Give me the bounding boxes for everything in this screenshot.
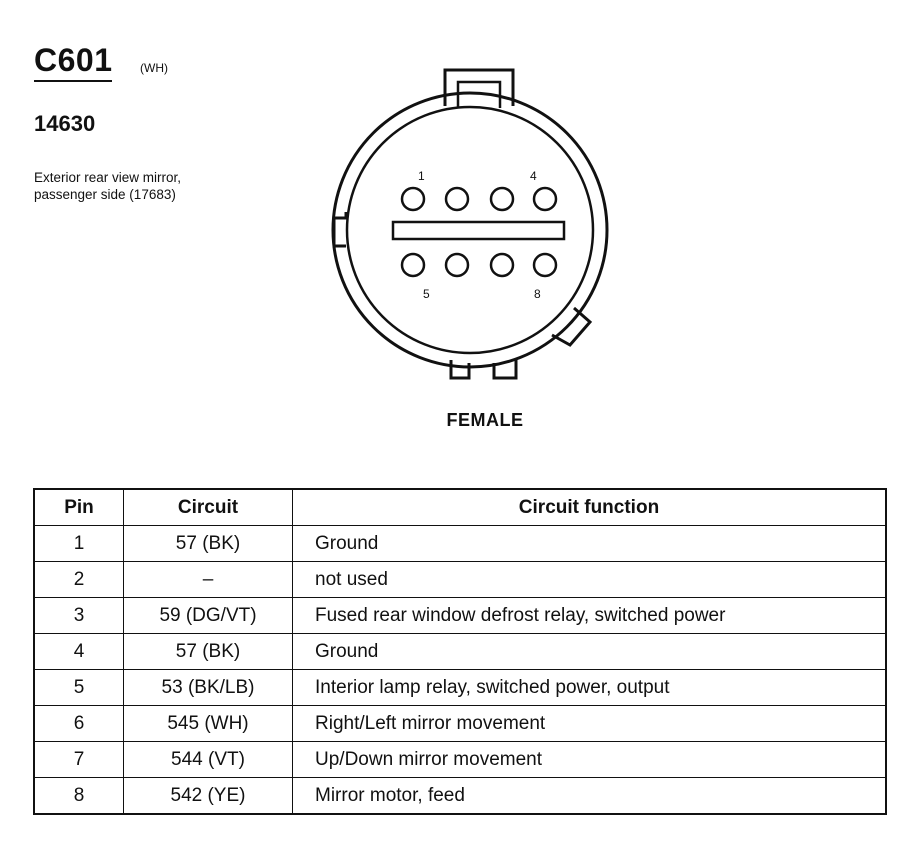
cell-circuit: 545 (WH) <box>124 706 293 742</box>
cell-circuit-function: Fused rear window defrost relay, switched power <box>293 598 887 634</box>
cell-pin: 7 <box>34 742 124 778</box>
pin-cavity-8 <box>534 254 556 276</box>
cell-circuit-function: Right/Left mirror movement <box>293 706 887 742</box>
cell-circuit-function: Mirror motor, feed <box>293 778 887 815</box>
cell-pin: 6 <box>34 706 124 742</box>
cell-circuit-function: Ground <box>293 526 887 562</box>
connector-description: Exterior rear view mirror, passenger side (17683) <box>34 170 182 202</box>
part-number: 14630 <box>34 111 96 136</box>
cell-circuit: 53 (BK/LB) <box>124 670 293 706</box>
connector-shell-outer <box>333 93 607 367</box>
table-row <box>34 670 886 706</box>
connector-id-underline <box>34 80 112 82</box>
cell-pin: 8 <box>34 778 124 815</box>
pin-cavity-7 <box>491 254 513 276</box>
pin-cavity-2 <box>446 188 468 210</box>
cell-circuit: 542 (YE) <box>124 778 293 815</box>
table-row <box>34 598 886 634</box>
pin-cavity-1 <box>402 188 424 210</box>
pinout-table <box>33 488 887 815</box>
cell-pin: 1 <box>34 526 124 562</box>
header-pin: Pin <box>34 489 124 526</box>
cell-circuit-function: Up/Down mirror movement <box>293 742 887 778</box>
connector-foot-left <box>451 360 469 378</box>
cell-circuit: – <box>124 562 293 598</box>
cell-pin: 5 <box>34 670 124 706</box>
table-row <box>34 526 886 562</box>
table-row <box>34 742 886 778</box>
pin-label-1: 1 <box>418 169 425 183</box>
pin-label-5: 5 <box>423 287 430 301</box>
connector-center-bar <box>393 222 564 239</box>
connector-tab-left <box>334 212 346 246</box>
pin-cavity-5 <box>402 254 424 276</box>
pin-cavity-3 <box>491 188 513 210</box>
header-circuit-function: Circuit function <box>293 489 887 526</box>
table-row <box>34 778 886 815</box>
connector-latch-top <box>445 70 513 106</box>
cell-circuit-function: Interior lamp relay, switched power, output <box>293 670 887 706</box>
connector-face-diagram <box>330 62 620 392</box>
pin-cavity-4 <box>534 188 556 210</box>
connector-id: C601 <box>34 42 113 78</box>
pin-label-4: 4 <box>530 169 537 183</box>
table-row <box>34 706 886 742</box>
cell-circuit-function: not used <box>293 562 887 598</box>
connector-shell-inner <box>347 107 593 353</box>
cell-pin: 2 <box>34 562 124 598</box>
pin-cavity-6 <box>446 254 468 276</box>
table-row <box>34 562 886 598</box>
table-row <box>34 634 886 670</box>
table-header-row <box>34 489 886 526</box>
gender-label: FEMALE <box>446 410 524 430</box>
cell-circuit-function: Ground <box>293 634 887 670</box>
cell-circuit: 57 (BK) <box>124 634 293 670</box>
connector-key <box>552 308 590 345</box>
connector-color: (WH) <box>140 61 168 75</box>
pin-label-8: 8 <box>534 287 541 301</box>
header-circuit: Circuit <box>124 489 293 526</box>
cell-circuit: 57 (BK) <box>124 526 293 562</box>
cell-circuit: 544 (VT) <box>124 742 293 778</box>
cell-pin: 3 <box>34 598 124 634</box>
cell-pin: 4 <box>34 634 124 670</box>
cell-circuit: 59 (DG/VT) <box>124 598 293 634</box>
